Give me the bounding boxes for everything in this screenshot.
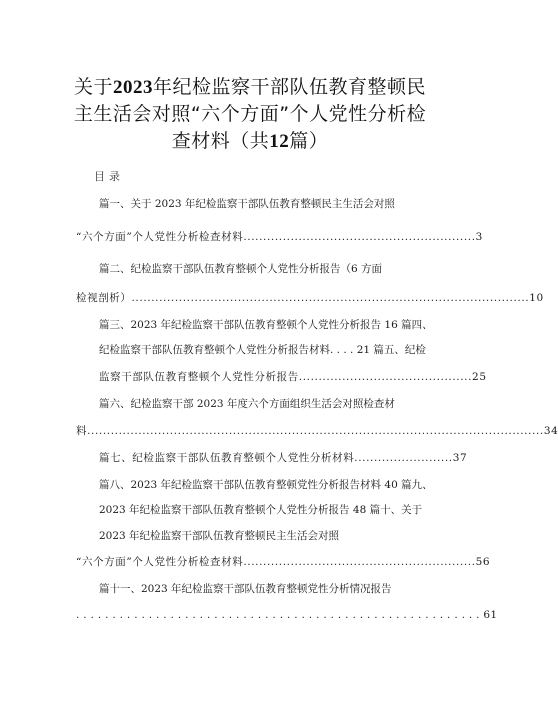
document-title-line-2 (0, 101, 500, 127)
toc-line: 篇三、2023 年纪检监察干部队伍教育整顿个人党性分析报告 16 篇四、 (99, 319, 433, 331)
toc-line: 篇六、纪检监察干部 2023 年度六个方面组织生活会对照检查材 (99, 398, 395, 410)
toc-line: . . . . . . . . . . . . . . . . . . . . . . . . . . . . . . . . . . . . . . . . . . . . . . . . . . . . . . . . 61 (76, 609, 498, 621)
title-line3-prefix: 查材料（共 (171, 130, 270, 152)
toc-line: 篇七、纪检监察干部队伍教育整顿个人党性分析材料.........................37 (99, 452, 468, 464)
toc-line: “六个方面”个人党性分析检查材料...........................................................3 (76, 231, 483, 243)
toc-line: 纪检监察干部队伍教育整顿个人党性分析报告材料. . . . 21 篇五、纪检 (99, 344, 426, 356)
title-line2: 主生活会对照“六个方面”个人党性分析检 (73, 103, 427, 125)
title-line1-prefix: 关于 (73, 76, 113, 98)
toc-line: “六个方面”个人党性分析检查材料...........................................................56 (76, 556, 491, 568)
toc-line: 篇二、纪检监察干部队伍教育整顿个人党性分析报告（6 方面 (99, 263, 383, 275)
toc-line: 监察干部队伍教育整顿个人党性分析报告............................................25 (99, 371, 487, 383)
toc-heading: 目录 (94, 170, 124, 183)
title-year: 2023 (113, 77, 153, 98)
title-line3-suffix: 篇） (289, 130, 329, 152)
toc-line: 检视剖析）.....................................................................................................10 (76, 292, 544, 304)
toc-line: 2023 年纪检监察干部队伍教育整顿个人党性分析报告 48 篇十、关于 (99, 504, 423, 516)
document-title-line-1 (0, 74, 500, 101)
document-title-line-3 (0, 128, 500, 155)
toc-line: 篇十一、2023 年纪检监察干部队伍教育整顿党性分析情况报告 (99, 583, 392, 595)
toc-line: 篇八、2023 年纪检监察干部队伍教育整顿党性分析报告材料 40 篇九、 (99, 479, 433, 491)
toc-line: 篇一、关于 2023 年纪检监察干部队伍教育整顿民主生活会对照 (99, 198, 395, 210)
title-line1-suffix: 年纪检监察干部队伍教育整顿民 (153, 76, 427, 98)
toc-line: 料....................................................................................................................34 (76, 425, 558, 437)
title-count: 12 (269, 131, 290, 152)
toc-line: 2023 年纪检监察干部队伍教育整顿民主生活会对照 (99, 530, 340, 542)
